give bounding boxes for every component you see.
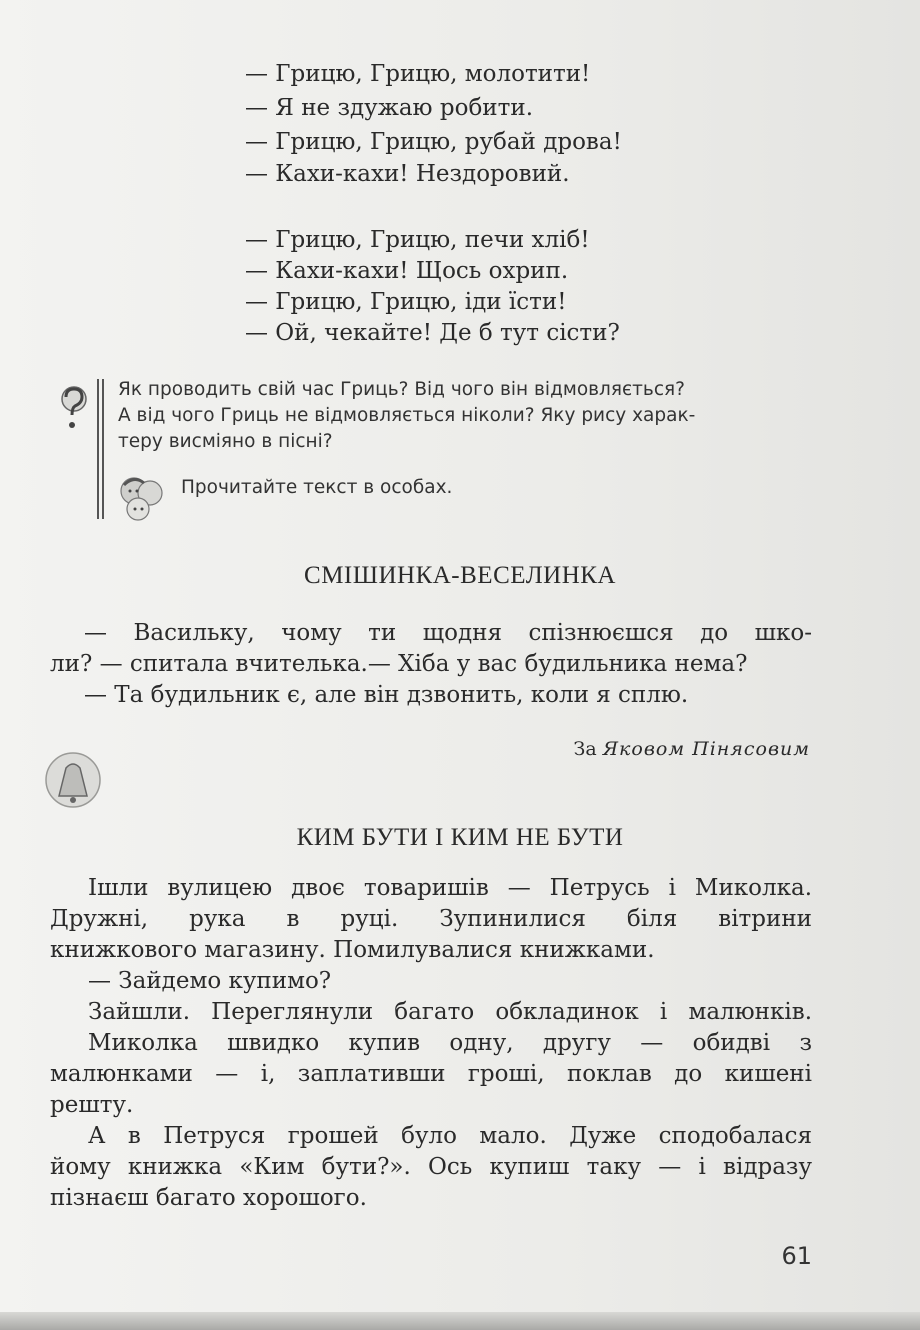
poem-line: — Кахи-кахи! Щось охрип. xyxy=(245,258,569,284)
story2-line: книжкового магазину. Помилувалися книжками. xyxy=(50,937,655,963)
story2-text xyxy=(50,873,812,1214)
kids-icon xyxy=(116,471,168,523)
story2-line: йому книжка «Ким бути?». Ось купиш таку — і відразу xyxy=(50,1154,812,1180)
story2-line: пізнаєш багато хорошого. xyxy=(50,1185,367,1211)
story1-line: — Та будильник є, але він дзвонить, коли я сплю. xyxy=(84,682,689,708)
story2-line: Ішли вулицею двоє товаришів — Петрусь і Миколка. xyxy=(88,875,812,901)
story1-title: СМІШИНКА-ВЕСЕЛИНКА xyxy=(304,562,616,589)
story2-title: КИМ БУТИ І КИМ НЕ БУТИ xyxy=(296,824,624,851)
story2-line: А в Петруся грошей було мало. Дуже сподобалася xyxy=(88,1123,812,1149)
questions-text xyxy=(118,377,818,455)
story2-line: Дружні, рука в руці. Зупинилися біля вітрини xyxy=(50,906,812,932)
story1-line: — Васильку, чому ти щодня спізнюєшся до шко- xyxy=(84,620,812,646)
story2-line: малюнками — і, заплативши гроші, поклав до кишені xyxy=(50,1061,812,1087)
divider xyxy=(102,379,104,519)
story2-line: — Зайдемо купимо? xyxy=(88,968,332,994)
story2-line: решту. xyxy=(50,1092,134,1118)
poem-line: — Грицю, Грицю, іди їсти! xyxy=(245,289,567,315)
poem-line: — Грицю, Грицю, молотити! xyxy=(245,61,591,87)
question-line: теру висміяно в пісні? xyxy=(118,431,333,452)
author-name: Яковом Пінясовим xyxy=(602,738,810,760)
author-prefix: За xyxy=(573,738,597,760)
poem-line: — Кахи-кахи! Нездоровий. xyxy=(245,161,570,187)
questions-block xyxy=(48,377,818,522)
poem-line: — Я не здужаю робити. xyxy=(245,95,534,121)
poem-line: — Грицю, Грицю, печи хліб! xyxy=(245,227,590,253)
story1-line: ли? — спитала вчителька.— Хіба у вас будильника нема? xyxy=(50,651,748,677)
story2-line: Миколка швидко купив одну, другу — обидві з xyxy=(88,1030,812,1056)
bell-icon xyxy=(44,746,102,816)
poem-line: — Ой, чекайте! Де б тут сісти? xyxy=(245,320,620,346)
story1-text xyxy=(50,618,812,711)
divider xyxy=(97,379,99,519)
author-credit xyxy=(540,738,810,760)
question-line: А від чого Гриць не відмовляється ніколи? Яку рису харак- xyxy=(118,405,696,426)
page-edge xyxy=(0,1312,920,1330)
question-mark-icon xyxy=(54,385,94,435)
question-line: Як проводить свій час Гриць? Від чого він відмовляється? xyxy=(118,379,685,400)
story2-line: Зайшли. Переглянули багато обкладинок і малюнків. xyxy=(88,999,812,1025)
poem-line: — Грицю, Грицю, рубай дрова! xyxy=(245,129,622,155)
page-number: 61 xyxy=(781,1242,812,1270)
task-text: Прочитайте текст в особах. xyxy=(181,477,453,498)
